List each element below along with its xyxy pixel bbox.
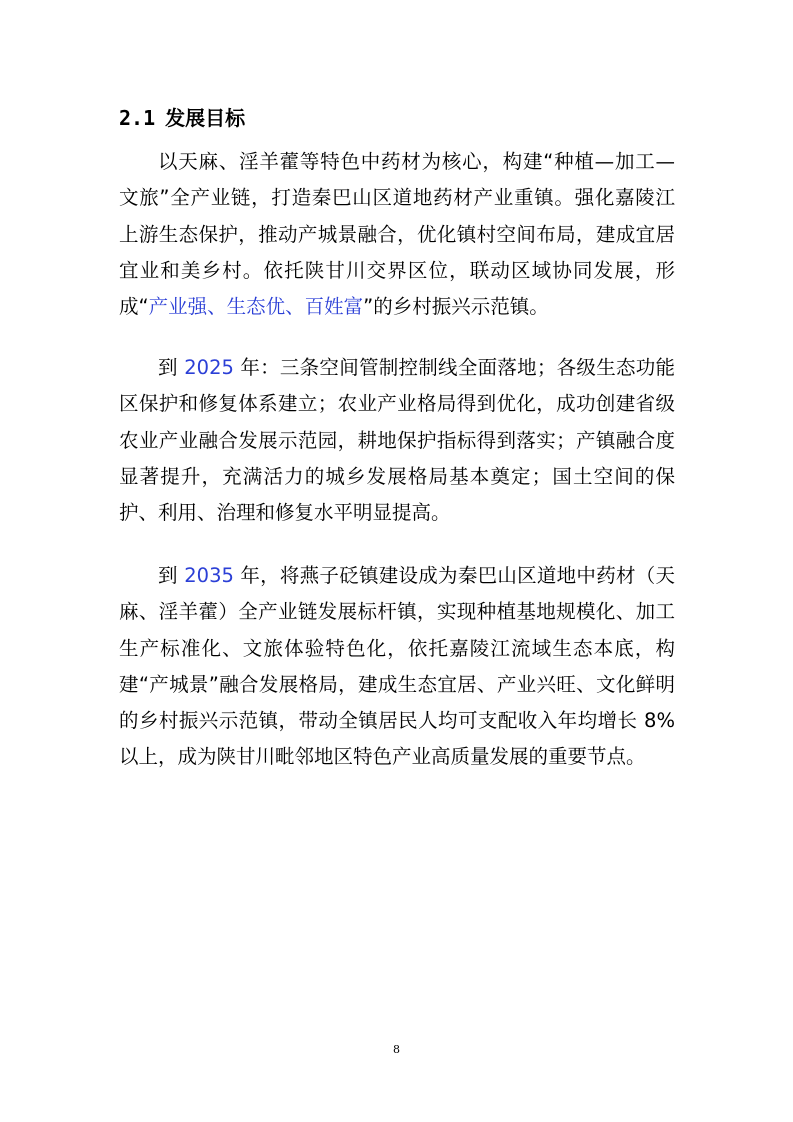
section-heading xyxy=(119,104,245,132)
paragraph-development-goal xyxy=(119,144,675,325)
paragraph-text: 年，将燕子砭镇建设成为秦巴山区道地中药材（天麻、淫羊藿）全产业链发展标杆镇，实现种植基地规模化、加工生产标准化、文旅体验特色化，依托嘉陵江流域生态本底，构建“产城景”融合发展格局，建成生态宜居、产业兴旺、文化鲜明的乡村振兴示范镇，带动全镇居民人均可支配收入年均增长 8%以上，成为陕甘川毗邻地区特色产业高质量发展的重要节点。 xyxy=(119,564,676,769)
year-2025: 2025 xyxy=(184,356,234,379)
paragraph-text: ”的乡村振兴示范镇。 xyxy=(363,295,549,319)
paragraph-2035-target xyxy=(119,558,675,776)
highlighted-slogan: 产业强、生态优、百姓富 xyxy=(148,295,364,319)
year-2035: 2035 xyxy=(184,564,234,587)
paragraph-text: 年：三条空间管制控制线全面落地；各级生态功能区保护和修复体系建立；农业产业格局得到优化，成功创建省级农业产业融合发展示范园，耕地保护指标得到落实；产镇融合度显著提升，充满活力的城乡发展格局基本奠定；国土空间的保护、利用、治理和修复水平明显提高。 xyxy=(119,356,676,525)
year-prefix: 到 xyxy=(158,564,185,587)
paragraph-2025-target xyxy=(119,350,675,531)
page-number: 8 xyxy=(393,1043,400,1056)
paragraph-text: 以天麻、淫羊藿等特色中药材为核心，构建“种植—加工—文旅”全产业链，打造秦巴山区道地药材产业重镇。强化嘉陵江上游生态保护，推动产城景融合，优化镇村空间布局，建成宜居宜业和美乡村。依托陕甘川交界区位，联动区域协同发展，形成“ xyxy=(119,150,675,319)
year-prefix: 到 xyxy=(158,356,185,379)
section-title: 发展目标 xyxy=(165,106,246,130)
section-number: 2.1 xyxy=(119,106,156,130)
